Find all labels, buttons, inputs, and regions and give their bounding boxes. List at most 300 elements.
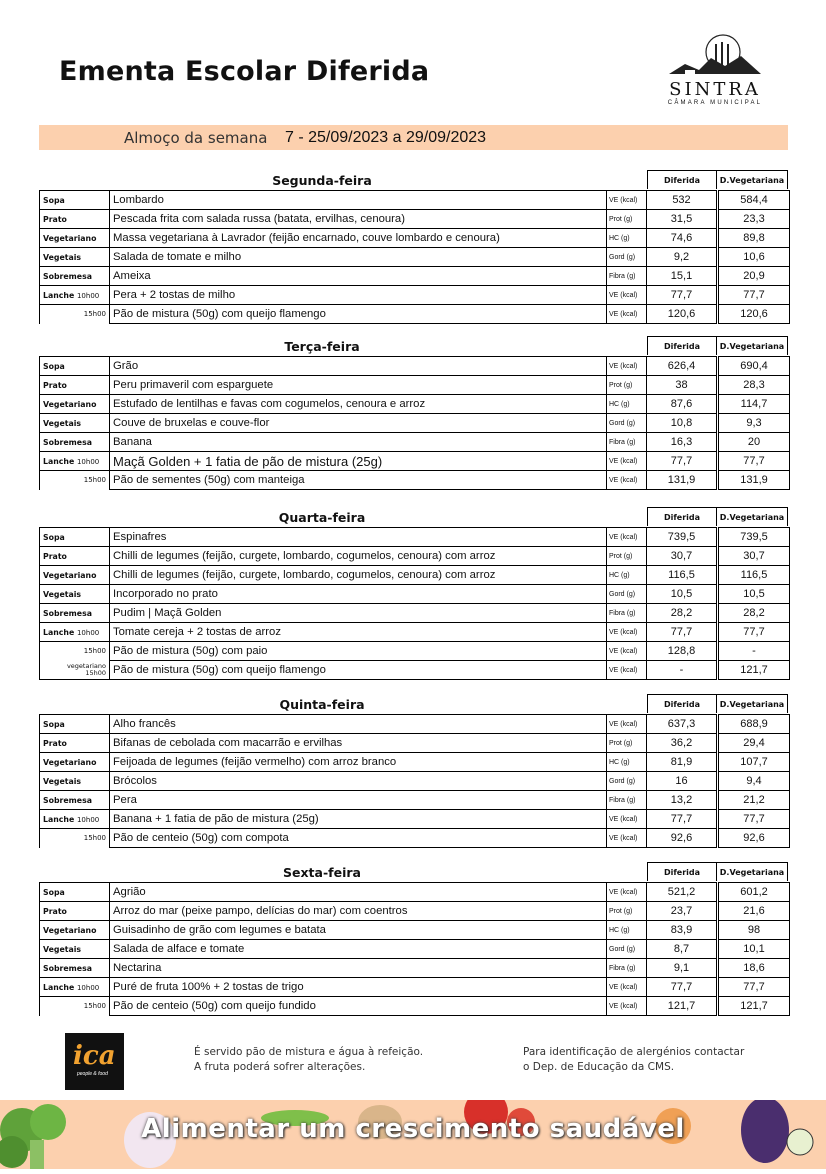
day-section — [39, 170, 789, 324]
meal-item: Pão de mistura (50g) com paio — [110, 642, 607, 661]
meal-item: Maçã Golden + 1 fatia de pão de mistura (25g) — [110, 452, 607, 471]
value-diferida: 116,5 — [647, 566, 717, 585]
meal-item: Pão de sementes (50g) com manteiga — [110, 471, 607, 490]
meal-category — [40, 829, 110, 848]
footer-note-right — [523, 1045, 744, 1075]
nutrient-label: Gord (g) — [607, 772, 647, 791]
table-row — [40, 604, 790, 623]
value-diferida: 77,7 — [647, 810, 717, 829]
table-row — [40, 248, 790, 267]
table-row — [40, 734, 790, 753]
nutrient-label: Fibra (g) — [607, 433, 647, 452]
value-vegetariana: 9,4 — [719, 772, 790, 791]
table-row — [40, 547, 790, 566]
meal-category — [40, 642, 110, 661]
value-vegetariana: 584,4 — [719, 191, 790, 210]
nutrient-label: VE (kcal) — [607, 642, 647, 661]
category-label: Sobremesa — [43, 963, 93, 973]
value-vegetariana: 77,7 — [719, 810, 790, 829]
meal-category — [40, 433, 110, 452]
meal-item: Tomate cereja + 2 tostas de arroz — [110, 623, 607, 642]
value-diferida: 9,2 — [647, 248, 717, 267]
table-row — [40, 661, 790, 680]
category-label: Lanche — [43, 814, 75, 824]
meal-category — [40, 267, 110, 286]
value-vegetariana: 77,7 — [719, 452, 790, 471]
nutrient-label: VE (kcal) — [607, 978, 647, 997]
nutrient-label: VE (kcal) — [607, 305, 647, 324]
day-name: Terça-feira — [284, 339, 360, 354]
meal-category — [40, 191, 110, 210]
meal-category — [40, 414, 110, 433]
nutrient-label: Prot (g) — [607, 734, 647, 753]
meal-category — [40, 715, 110, 734]
value-vegetariana: 92,6 — [719, 829, 790, 848]
meal-variant: vegetariano — [66, 661, 106, 670]
value-vegetariana: 89,8 — [719, 229, 790, 248]
slogan: Alimentar um crescimento saudável — [141, 1114, 685, 1144]
meal-item: Pão de mistura (50g) com queijo flamengo — [110, 305, 607, 324]
meal-category — [40, 959, 110, 978]
day-menu-table — [39, 190, 790, 324]
nutrient-label: Gord (g) — [607, 940, 647, 959]
value-diferida: - — [647, 661, 717, 680]
table-row — [40, 810, 790, 829]
meal-item: Ameixa — [110, 267, 607, 286]
value-diferida: 521,2 — [647, 883, 717, 902]
category-label: Sobremesa — [43, 795, 93, 805]
value-vegetariana: 20 — [719, 433, 790, 452]
meal-item: Puré de fruta 100% + 2 tostas de trigo — [110, 978, 607, 997]
meal-item: Arroz do mar (peixe pampo, delícias do mar) com coentros — [110, 902, 607, 921]
nutrient-label: HC (g) — [607, 395, 647, 414]
column-header-vegetariana: D.Vegetariana — [716, 694, 788, 713]
column-header-diferida: Diferida — [647, 336, 717, 355]
meal-category — [40, 528, 110, 547]
meal-category — [40, 978, 110, 997]
meal-category — [40, 357, 110, 376]
category-label: Sobremesa — [43, 271, 93, 281]
value-vegetariana: 131,9 — [719, 471, 790, 490]
meal-category — [40, 661, 110, 680]
ica-logo-text: ica — [73, 1041, 116, 1071]
value-vegetariana: 10,1 — [719, 940, 790, 959]
meal-category — [40, 585, 110, 604]
day-section — [39, 507, 789, 680]
value-vegetariana: 120,6 — [719, 305, 790, 324]
ica-logo-subtext: people & food — [77, 1071, 108, 1077]
nutrient-label: VE (kcal) — [607, 191, 647, 210]
meal-item: Pera + 2 tostas de milho — [110, 286, 607, 305]
column-header-diferida: Diferida — [647, 694, 717, 713]
meal-time: 10h00 — [76, 628, 100, 637]
value-vegetariana: 601,2 — [719, 883, 790, 902]
meal-item: Espinafres — [110, 528, 607, 547]
nutrient-label: VE (kcal) — [607, 661, 647, 680]
table-row — [40, 829, 790, 848]
nutrient-label: VE (kcal) — [607, 623, 647, 642]
table-row — [40, 921, 790, 940]
value-vegetariana: 29,4 — [719, 734, 790, 753]
table-row — [40, 772, 790, 791]
value-diferida: 532 — [647, 191, 717, 210]
meal-category — [40, 566, 110, 585]
footer-note-line: Para identificação de alergénios contactar — [523, 1046, 745, 1058]
day-menu-table — [39, 527, 790, 680]
meal-category — [40, 772, 110, 791]
column-header-vegetariana: D.Vegetariana — [716, 507, 788, 526]
week-range: 7 - 25/09/2023 a 29/09/2023 — [285, 129, 487, 146]
meal-category — [40, 305, 110, 324]
value-diferida: 8,7 — [647, 940, 717, 959]
meal-time: 15h00 — [83, 647, 106, 656]
column-header-vegetariana: D.Vegetariana — [716, 862, 788, 881]
table-row — [40, 267, 790, 286]
value-vegetariana: 23,3 — [719, 210, 790, 229]
day-menu-table — [39, 882, 790, 1016]
meal-item: Pão de centeio (50g) com compota — [110, 829, 607, 848]
value-vegetariana: 77,7 — [719, 623, 790, 642]
category-label: Vegetariano — [43, 757, 97, 767]
meal-item: Salada de tomate e milho — [110, 248, 607, 267]
nutrient-label: Fibra (g) — [607, 267, 647, 286]
meal-category — [40, 395, 110, 414]
category-label: Vegetariano — [43, 233, 97, 243]
footer-note-line: o Dep. de Educação da CMS. — [523, 1061, 675, 1073]
column-header-diferida: Diferida — [647, 862, 717, 881]
nutrient-label: VE (kcal) — [607, 883, 647, 902]
value-vegetariana: 121,7 — [719, 997, 790, 1016]
meal-item: Chilli de legumes (feijão, curgete, lombardo, cogumelos, cenoura) com arroz — [110, 547, 607, 566]
day-header — [39, 862, 789, 882]
value-vegetariana: 688,9 — [719, 715, 790, 734]
category-label: Sobremesa — [43, 437, 93, 447]
day-name: Quinta-feira — [279, 697, 365, 712]
category-label: Vegetais — [43, 418, 82, 428]
meal-category — [40, 452, 110, 471]
value-vegetariana: 116,5 — [719, 566, 790, 585]
sintra-emblem-icon — [665, 34, 765, 80]
table-row — [40, 414, 790, 433]
meal-category — [40, 376, 110, 395]
meal-time: 10h00 — [76, 291, 100, 300]
value-vegetariana: 21,2 — [719, 791, 790, 810]
value-vegetariana: 21,6 — [719, 902, 790, 921]
meal-time: 15h00 — [85, 668, 106, 677]
category-label: Vegetais — [43, 776, 82, 786]
logo-subtitle: CÂMARA MUNICIPAL — [667, 100, 763, 106]
footer-note-line: A fruta poderá sofrer alterações. — [194, 1061, 366, 1073]
meal-item: Bifanas de cebolada com macarrão e ervilhas — [110, 734, 607, 753]
category-label: Vegetariano — [43, 925, 97, 935]
nutrient-label: HC (g) — [607, 921, 647, 940]
category-label: Prato — [43, 738, 67, 748]
nutrient-label: Gord (g) — [607, 585, 647, 604]
value-diferida: 83,9 — [647, 921, 717, 940]
day-header — [39, 507, 789, 527]
week-banner — [39, 125, 788, 150]
value-vegetariana: 9,3 — [719, 414, 790, 433]
value-vegetariana: 107,7 — [719, 753, 790, 772]
value-vegetariana: 77,7 — [719, 978, 790, 997]
meal-category — [40, 997, 110, 1016]
value-diferida: 30,7 — [647, 547, 717, 566]
day-menu-table — [39, 356, 790, 490]
value-vegetariana: 98 — [719, 921, 790, 940]
category-label: Sopa — [43, 532, 65, 542]
nutrient-label: Gord (g) — [607, 414, 647, 433]
value-diferida: 121,7 — [647, 997, 717, 1016]
nutrient-label: Fibra (g) — [607, 959, 647, 978]
category-label: Prato — [43, 551, 67, 561]
table-row — [40, 376, 790, 395]
table-row — [40, 471, 790, 490]
table-row — [40, 623, 790, 642]
table-row — [40, 566, 790, 585]
meal-item: Pera — [110, 791, 607, 810]
table-row — [40, 978, 790, 997]
table-row — [40, 528, 790, 547]
value-vegetariana: - — [719, 642, 790, 661]
category-label: Prato — [43, 214, 67, 224]
value-diferida: 10,8 — [647, 414, 717, 433]
nutrient-label: Fibra (g) — [607, 791, 647, 810]
meal-category — [40, 753, 110, 772]
column-header-diferida: Diferida — [647, 170, 717, 189]
meal-category — [40, 791, 110, 810]
meal-category — [40, 940, 110, 959]
table-row — [40, 357, 790, 376]
day-name: Sexta-feira — [283, 865, 361, 880]
meal-item: Pão de centeio (50g) com queijo fundido — [110, 997, 607, 1016]
category-label: Lanche — [43, 290, 75, 300]
table-row — [40, 902, 790, 921]
category-label: Lanche — [43, 982, 75, 992]
table-row — [40, 715, 790, 734]
table-row — [40, 883, 790, 902]
nutrient-label: Gord (g) — [607, 248, 647, 267]
meal-category — [40, 623, 110, 642]
table-row — [40, 433, 790, 452]
nutrient-label: VE (kcal) — [607, 997, 647, 1016]
meal-category — [40, 734, 110, 753]
category-label: Vegetais — [43, 589, 82, 599]
value-diferida: 92,6 — [647, 829, 717, 848]
column-header-vegetariana: D.Vegetariana — [716, 336, 788, 355]
nutrient-label: Fibra (g) — [607, 604, 647, 623]
value-diferida: 77,7 — [647, 623, 717, 642]
nutrient-label: VE (kcal) — [607, 286, 647, 305]
meal-item: Brócolos — [110, 772, 607, 791]
value-vegetariana: 114,7 — [719, 395, 790, 414]
column-header-diferida: Diferida — [647, 507, 717, 526]
value-diferida: 31,5 — [647, 210, 717, 229]
category-label: Lanche — [43, 627, 75, 637]
table-row — [40, 940, 790, 959]
table-row — [40, 395, 790, 414]
day-header — [39, 694, 789, 714]
day-header — [39, 170, 789, 190]
value-vegetariana: 10,5 — [719, 585, 790, 604]
meal-item: Grão — [110, 357, 607, 376]
table-row — [40, 229, 790, 248]
value-vegetariana: 10,6 — [719, 248, 790, 267]
meal-time: 15h00 — [83, 310, 106, 319]
value-vegetariana: 121,7 — [719, 661, 790, 680]
value-diferida: 128,8 — [647, 642, 717, 661]
table-row — [40, 452, 790, 471]
value-diferida: 10,5 — [647, 585, 717, 604]
category-label: Vegetariano — [43, 399, 97, 409]
table-row — [40, 210, 790, 229]
value-vegetariana: 690,4 — [719, 357, 790, 376]
meal-item: Incorporado no prato — [110, 585, 607, 604]
value-vegetariana: 28,3 — [719, 376, 790, 395]
table-row — [40, 286, 790, 305]
value-diferida: 626,4 — [647, 357, 717, 376]
meal-category — [40, 604, 110, 623]
category-label: Sopa — [43, 195, 65, 205]
nutrient-label: Prot (g) — [607, 210, 647, 229]
day-menu-table — [39, 714, 790, 848]
meal-item: Salada de alface e tomate — [110, 940, 607, 959]
footer-note-line: É servido pão de mistura e água à refeição. — [194, 1046, 424, 1058]
nutrient-label: VE (kcal) — [607, 528, 647, 547]
table-row — [40, 997, 790, 1016]
nutrient-label: Prot (g) — [607, 902, 647, 921]
meal-item: Estufado de lentilhas e favas com cogumelos, cenoura e arroz — [110, 395, 607, 414]
nutrient-label: VE (kcal) — [607, 829, 647, 848]
day-section — [39, 862, 789, 1016]
value-diferida: 23,7 — [647, 902, 717, 921]
table-row — [40, 791, 790, 810]
meal-category — [40, 471, 110, 490]
value-diferida: 739,5 — [647, 528, 717, 547]
page-title: Ementa Escolar Diferida — [59, 56, 430, 87]
category-label: Sopa — [43, 719, 65, 729]
value-vegetariana: 28,2 — [719, 604, 790, 623]
value-diferida: 74,6 — [647, 229, 717, 248]
day-name: Segunda-feira — [272, 173, 372, 188]
column-header-vegetariana: D.Vegetariana — [716, 170, 788, 189]
nutrient-label: VE (kcal) — [607, 357, 647, 376]
value-vegetariana: 20,9 — [719, 267, 790, 286]
nutrient-label: Prot (g) — [607, 376, 647, 395]
value-vegetariana: 77,7 — [719, 286, 790, 305]
nutrient-label: VE (kcal) — [607, 471, 647, 490]
table-row — [40, 642, 790, 661]
nutrient-label: Prot (g) — [607, 547, 647, 566]
meal-time: 10h00 — [76, 815, 100, 824]
meal-item: Pão de mistura (50g) com queijo flamengo — [110, 661, 607, 680]
value-diferida: 77,7 — [647, 978, 717, 997]
value-diferida: 38 — [647, 376, 717, 395]
value-diferida: 77,7 — [647, 286, 717, 305]
category-label: Prato — [43, 906, 67, 916]
meal-category — [40, 248, 110, 267]
meal-item: Feijoada de legumes (feijão vermelho) com arroz branco — [110, 753, 607, 772]
nutrient-label: HC (g) — [607, 229, 647, 248]
meal-item: Massa vegetariana à Lavrador (feijão encarnado, couve lombardo e cenoura) — [110, 229, 607, 248]
value-diferida: 81,9 — [647, 753, 717, 772]
value-vegetariana: 18,6 — [719, 959, 790, 978]
meal-category — [40, 902, 110, 921]
day-section — [39, 336, 789, 490]
meal-category — [40, 229, 110, 248]
meal-time: 15h00 — [83, 834, 106, 843]
category-label: Vegetariano — [43, 570, 97, 580]
meal-category — [40, 921, 110, 940]
ica-logo — [65, 1033, 124, 1090]
day-header — [39, 336, 789, 356]
value-diferida: 77,7 — [647, 452, 717, 471]
meal-item: Nectarina — [110, 959, 607, 978]
banner-label: Almoço da semana — [124, 129, 268, 147]
meal-time: 15h00 — [83, 476, 106, 485]
table-row — [40, 585, 790, 604]
meal-category — [40, 286, 110, 305]
meal-item: Couve de bruxelas e couve-flor — [110, 414, 607, 433]
category-label: Sopa — [43, 361, 65, 371]
value-diferida: 9,1 — [647, 959, 717, 978]
table-row — [40, 753, 790, 772]
nutrient-label: VE (kcal) — [607, 715, 647, 734]
meal-item: Pudim | Maçã Golden — [110, 604, 607, 623]
nutrient-label: HC (g) — [607, 566, 647, 585]
meal-item: Chilli de legumes (feijão, curgete, lombardo, cogumelos, cenoura) com arroz — [110, 566, 607, 585]
nutrient-label: VE (kcal) — [607, 452, 647, 471]
value-diferida: 15,1 — [647, 267, 717, 286]
value-diferida: 131,9 — [647, 471, 717, 490]
table-row — [40, 191, 790, 210]
category-label: Vegetais — [43, 252, 82, 262]
footer-note-left — [194, 1045, 423, 1075]
value-diferida: 637,3 — [647, 715, 717, 734]
value-diferida: 120,6 — [647, 305, 717, 324]
meal-category — [40, 883, 110, 902]
category-label: Sobremesa — [43, 608, 93, 618]
category-label: Vegetais — [43, 944, 82, 954]
category-label: Lanche — [43, 456, 75, 466]
table-row — [40, 305, 790, 324]
nutrient-label: VE (kcal) — [607, 810, 647, 829]
day-section — [39, 694, 789, 848]
value-diferida: 16,3 — [647, 433, 717, 452]
meal-item: Peru primaveril com esparguete — [110, 376, 607, 395]
value-diferida: 13,2 — [647, 791, 717, 810]
meal-item: Agrião — [110, 883, 607, 902]
meal-item: Alho francês — [110, 715, 607, 734]
meal-item: Banana + 1 fatia de pão de mistura (25g) — [110, 810, 607, 829]
meal-time: 10h00 — [76, 457, 100, 466]
category-label: Sopa — [43, 887, 65, 897]
day-name: Quarta-feira — [278, 510, 366, 525]
value-diferida: 28,2 — [647, 604, 717, 623]
sintra-logo — [665, 34, 765, 114]
nutrient-label: HC (g) — [607, 753, 647, 772]
value-diferida: 16 — [647, 772, 717, 791]
category-label: Prato — [43, 380, 67, 390]
value-diferida: 87,6 — [647, 395, 717, 414]
meal-item: Lombardo — [110, 191, 607, 210]
table-row — [40, 959, 790, 978]
value-diferida: 36,2 — [647, 734, 717, 753]
meal-time: 10h00 — [76, 983, 100, 992]
meal-category — [40, 810, 110, 829]
meal-category — [40, 210, 110, 229]
logo-word: SINTRA — [669, 79, 761, 100]
meal-item: Pescada frita com salada russa (batata, ervilhas, cenoura) — [110, 210, 607, 229]
